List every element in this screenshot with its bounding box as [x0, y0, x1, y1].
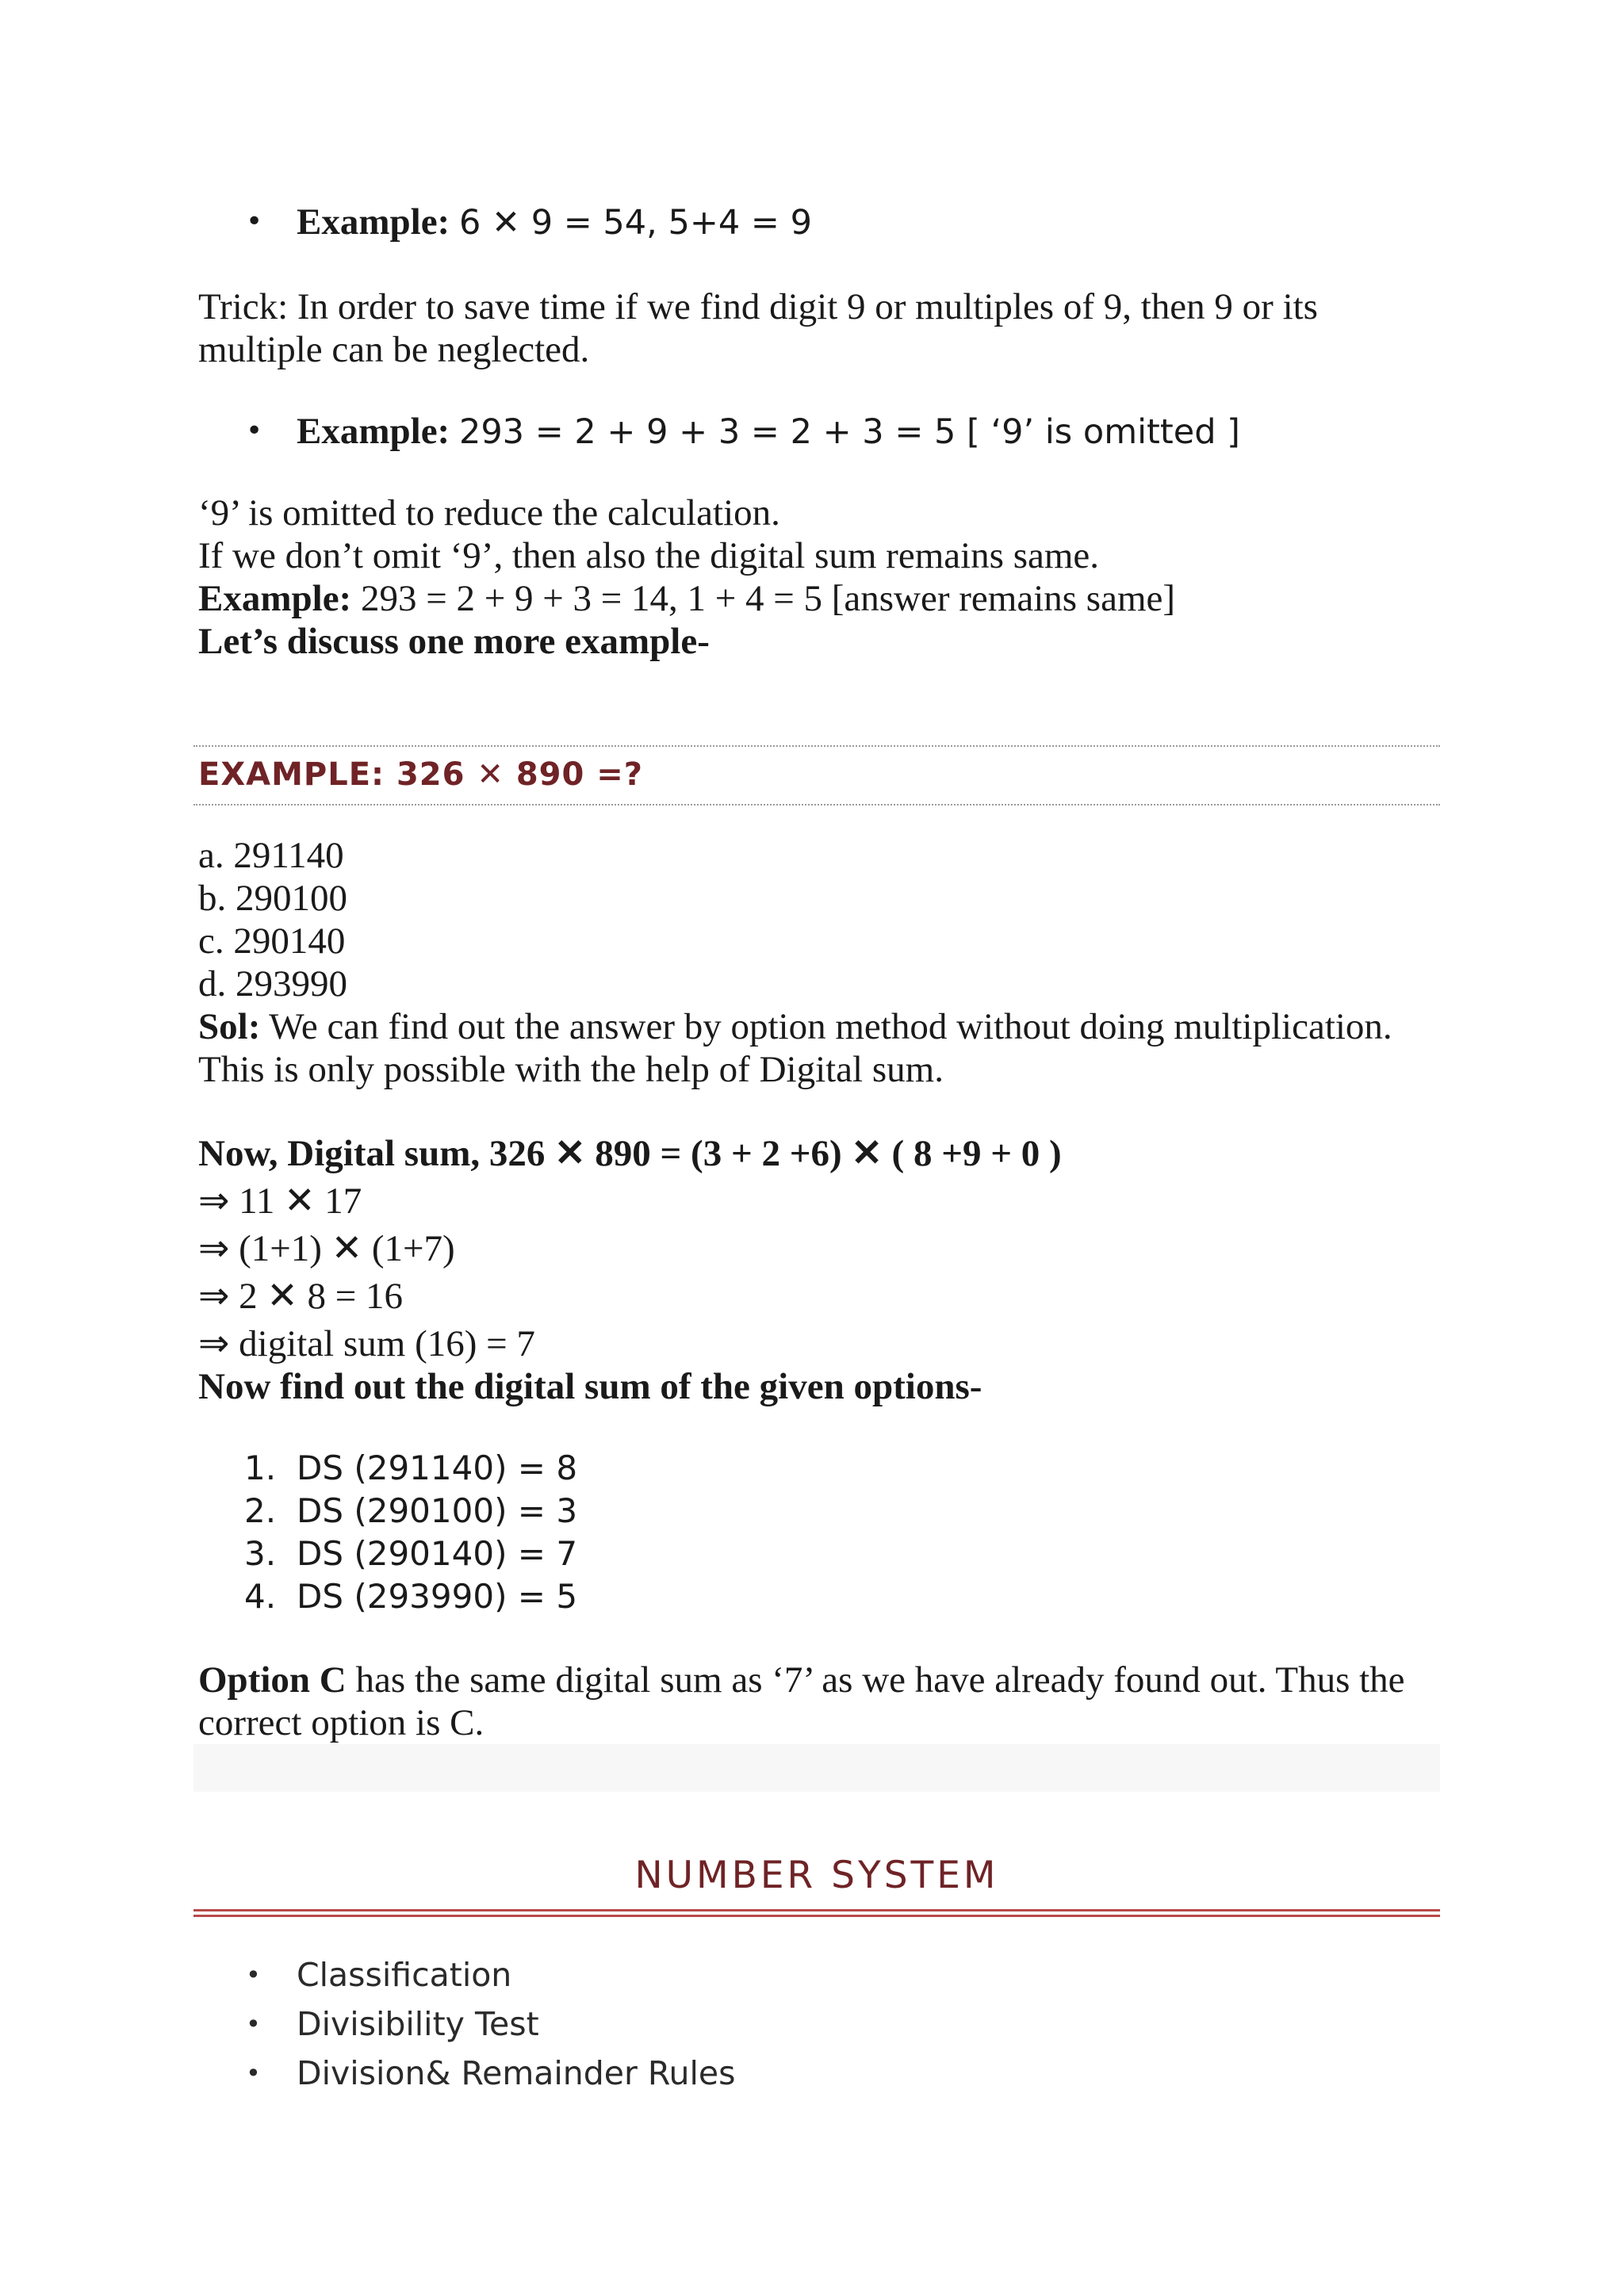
- ds-item-3: [244, 1533, 577, 1575]
- option-c: c. 290140: [198, 920, 346, 962]
- step-1: ⇒ 11 ✕ 17: [198, 1181, 362, 1222]
- ds-item-number: 2.: [244, 1491, 277, 1530]
- option-d: d. 293990: [198, 963, 347, 1004]
- ds-item-number: 1.: [244, 1448, 277, 1487]
- steps-heading: Now, Digital sum, 326 ✕ 890 = (3 + 2 +6) ✕ ( 8 +9 + 0 ): [198, 1133, 1062, 1174]
- bullet-dot: •: [246, 1960, 261, 1990]
- example2-expr: 293 = 2 + 9 + 3 = 2 + 3 = 5 [ ‘9’ is omitted ]: [458, 412, 1240, 452]
- example2-body: [297, 409, 1240, 454]
- conclusion-label: Option C: [198, 1659, 347, 1701]
- topic-label: Divisibility Test: [297, 2005, 539, 2043]
- ds-item-number: 4.: [244, 1577, 277, 1616]
- solution-text: We can find out the answer by option method without doing multiplication.: [260, 1006, 1392, 1047]
- conclusion-text: has the same digital sum as ‘7’ as we have already found out. Thus the: [346, 1659, 1405, 1701]
- ds-item-text: DS (290140) = 7: [297, 1534, 578, 1573]
- conclusion-line-1: [198, 1659, 1405, 1701]
- dotted-rule-bottom: [193, 804, 1440, 806]
- note-line-1: ‘9’ is omitted to reduce the calculation.: [198, 492, 780, 534]
- step-3: ⇒ 2 ✕ 8 = 16: [198, 1276, 404, 1317]
- example-heading: EXAMPLE: 326 ✕ 890 =?: [198, 756, 643, 793]
- conclusion-line-2: correct option is C.: [198, 1702, 485, 1743]
- topic-label: Division& Remainder Rules: [297, 2054, 736, 2092]
- bullet-dot: •: [246, 2058, 261, 2088]
- steps-find: Now find out the digital sum of the given options-: [198, 1366, 982, 1407]
- solution-line-2: This is only possible with the help of Digital sum.: [198, 1049, 944, 1090]
- ds-item-1: [244, 1447, 577, 1490]
- example1-body: [297, 200, 812, 245]
- ds-item-text: DS (293990) = 5: [297, 1577, 578, 1616]
- shaded-box: [193, 1744, 1440, 1792]
- bullet-dot: •: [246, 205, 263, 238]
- note-line-2: If we don’t omit ‘9’, then also the digital sum remains same.: [198, 535, 1100, 576]
- option-b: b. 290100: [198, 878, 347, 919]
- topic-label: Classification: [297, 1956, 512, 1994]
- example1-expr: 6 ✕ 9 = 54, 5+4 = 9: [458, 203, 812, 243]
- note-example-text: 293 = 2 + 9 + 3 = 14, 1 + 4 = 5 [answer remains same]: [351, 578, 1176, 619]
- ds-item-number: 3.: [244, 1534, 277, 1573]
- trick-line-1: Trick: In order to save time if we find digit 9 or multiples of 9, then 9 or its: [198, 286, 1318, 327]
- solution-line-1: [198, 1005, 1392, 1048]
- solution-label: Sol:: [198, 1006, 261, 1047]
- step-4: ⇒ digital sum (16) = 7: [198, 1323, 535, 1364]
- ds-item-2: [244, 1490, 577, 1533]
- section-double-rule: [193, 1909, 1440, 1917]
- ds-item-4: [244, 1575, 577, 1618]
- bullet-dot: •: [246, 2009, 261, 2039]
- example2-label: Example:: [297, 411, 450, 452]
- note-more: Let’s discuss one more example-: [198, 621, 710, 662]
- bullet-dot: •: [246, 415, 263, 447]
- section-title: NUMBER SYSTEM: [634, 1854, 999, 1897]
- trick-line-2: multiple can be neglected.: [198, 329, 590, 370]
- note-example: [198, 577, 1175, 620]
- option-a: a. 291140: [198, 835, 344, 876]
- step-2: ⇒ (1+1) ✕ (1+7): [198, 1228, 455, 1269]
- ds-item-text: DS (290100) = 3: [297, 1491, 578, 1530]
- ds-item-text: DS (291140) = 8: [297, 1448, 578, 1487]
- note-example-label: Example:: [198, 578, 352, 619]
- example1-label: Example:: [297, 201, 450, 243]
- dotted-rule-top: [193, 745, 1440, 747]
